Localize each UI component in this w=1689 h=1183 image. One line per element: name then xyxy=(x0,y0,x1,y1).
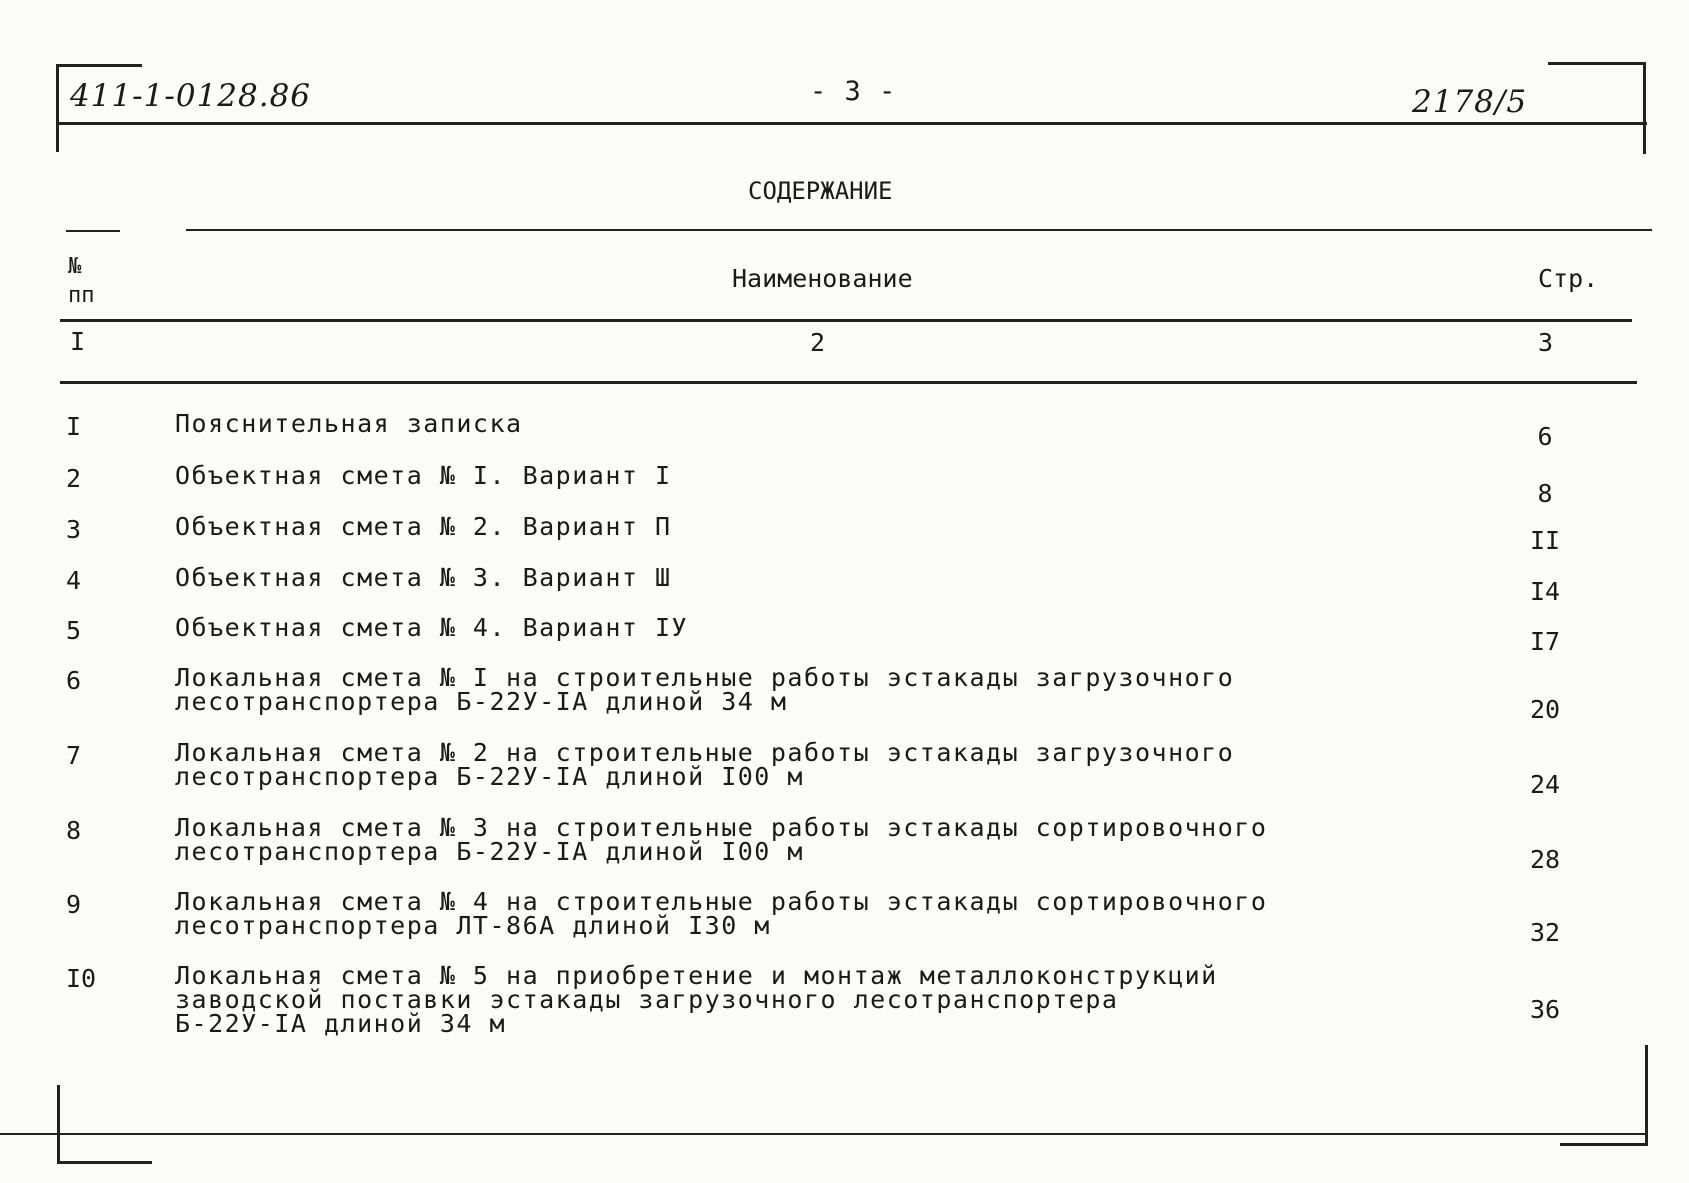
row-title-line: Б-22У-IА длиной 34 м xyxy=(175,1009,507,1038)
header-rule xyxy=(57,122,1647,125)
row-title-line: Объектная смета № 3. Вариант Ш xyxy=(175,563,672,592)
frame-left-bottom xyxy=(57,1085,60,1163)
row-page: 32 xyxy=(1529,918,1561,947)
row-title-line: лесотранспортера Б-22У-IА длиной I00 м xyxy=(175,837,804,866)
row-title-line: лесотранспортера ЛТ-86А длиной I30 м xyxy=(175,911,771,940)
row-page: 28 xyxy=(1529,845,1561,874)
row-title-line: Объектная смета № 2. Вариант П xyxy=(175,512,672,541)
frame-right-top xyxy=(1643,62,1646,154)
row-number: I xyxy=(66,412,82,441)
row-title-line: лесотранспортера Б-22У-IА длиной 34 м xyxy=(175,687,788,716)
row-title xyxy=(175,409,523,438)
row-title-line: заводской поставки эстакады загрузочного лесотранспортера xyxy=(175,985,1119,1014)
row-number: 7 xyxy=(66,741,82,770)
frame-bottom-right xyxy=(1560,1143,1648,1146)
header-page: Стр. xyxy=(1538,264,1599,293)
colnum-page: 3 xyxy=(1538,328,1555,357)
row-title-line: лесотранспортера Б-22У-IА длиной I00 м xyxy=(175,762,804,791)
colnum-bottom-rule xyxy=(60,381,1637,384)
row-page: 6 xyxy=(1537,422,1553,451)
row-title xyxy=(175,961,1218,1038)
header-num: № пп xyxy=(68,254,95,308)
row-title xyxy=(175,613,689,642)
row-number: 6 xyxy=(66,666,82,695)
row-title xyxy=(175,887,1268,940)
sheet-code: 2178/5 xyxy=(1412,84,1528,120)
header-name: Наименование xyxy=(732,264,913,293)
colnum-num: I xyxy=(70,327,87,356)
document-code: 411-1-0128.86 xyxy=(70,78,312,114)
row-title-line: Объектная смета № 4. Вариант IУ xyxy=(175,613,689,642)
row-page: 36 xyxy=(1529,995,1561,1024)
colnum-name: 2 xyxy=(810,328,827,357)
table-top-rule xyxy=(186,229,1652,231)
row-page: 20 xyxy=(1529,695,1561,724)
row-number: I0 xyxy=(66,964,97,993)
row-page: I7 xyxy=(1529,627,1561,656)
row-page: II xyxy=(1529,526,1561,555)
bottom-rule xyxy=(0,1133,1645,1135)
page-marker: - 3 - xyxy=(810,76,897,107)
row-number: 3 xyxy=(66,515,82,544)
row-title-line: Локальная смета № 4 на строительные работы эстакады сортировочного xyxy=(175,887,1268,916)
row-page: 8 xyxy=(1537,479,1553,508)
row-title-line: Локальная смета № 5 на приобретение и монтаж металлоконструкций xyxy=(175,961,1218,990)
row-title-line: Локальная смета № 2 на строительные работы эстакады загрузочного xyxy=(175,738,1235,767)
row-number: 5 xyxy=(66,616,82,645)
row-title-line: Локальная смета № I на строительные работы эстакады загрузочного xyxy=(175,663,1235,692)
row-title xyxy=(175,813,1268,866)
row-title xyxy=(175,563,672,592)
frame-right-bottom xyxy=(1645,1045,1648,1145)
table-top-rule-stub xyxy=(66,230,120,232)
frame-top-right xyxy=(1548,62,1643,65)
row-page: I4 xyxy=(1529,577,1561,606)
frame-top-left xyxy=(57,64,142,67)
row-number: 2 xyxy=(66,464,82,493)
row-page: 24 xyxy=(1529,770,1561,799)
row-title xyxy=(175,663,1235,716)
row-title-line: Объектная смета № I. Вариант I xyxy=(175,461,672,490)
row-title xyxy=(175,461,672,490)
row-number: 4 xyxy=(66,566,82,595)
row-title-line: Пояснительная записка xyxy=(175,409,523,438)
row-title-line: Локальная смета № 3 на строительные работы эстакады сортировочного xyxy=(175,813,1268,842)
row-number: 8 xyxy=(66,816,82,845)
frame-bottom-left xyxy=(57,1161,152,1164)
page-title: СОДЕРЖАНИЕ xyxy=(748,177,893,205)
row-title xyxy=(175,738,1235,791)
frame-left-top xyxy=(56,64,59,152)
header-bottom-rule xyxy=(60,319,1632,322)
row-title xyxy=(175,512,672,541)
row-number: 9 xyxy=(66,890,82,919)
